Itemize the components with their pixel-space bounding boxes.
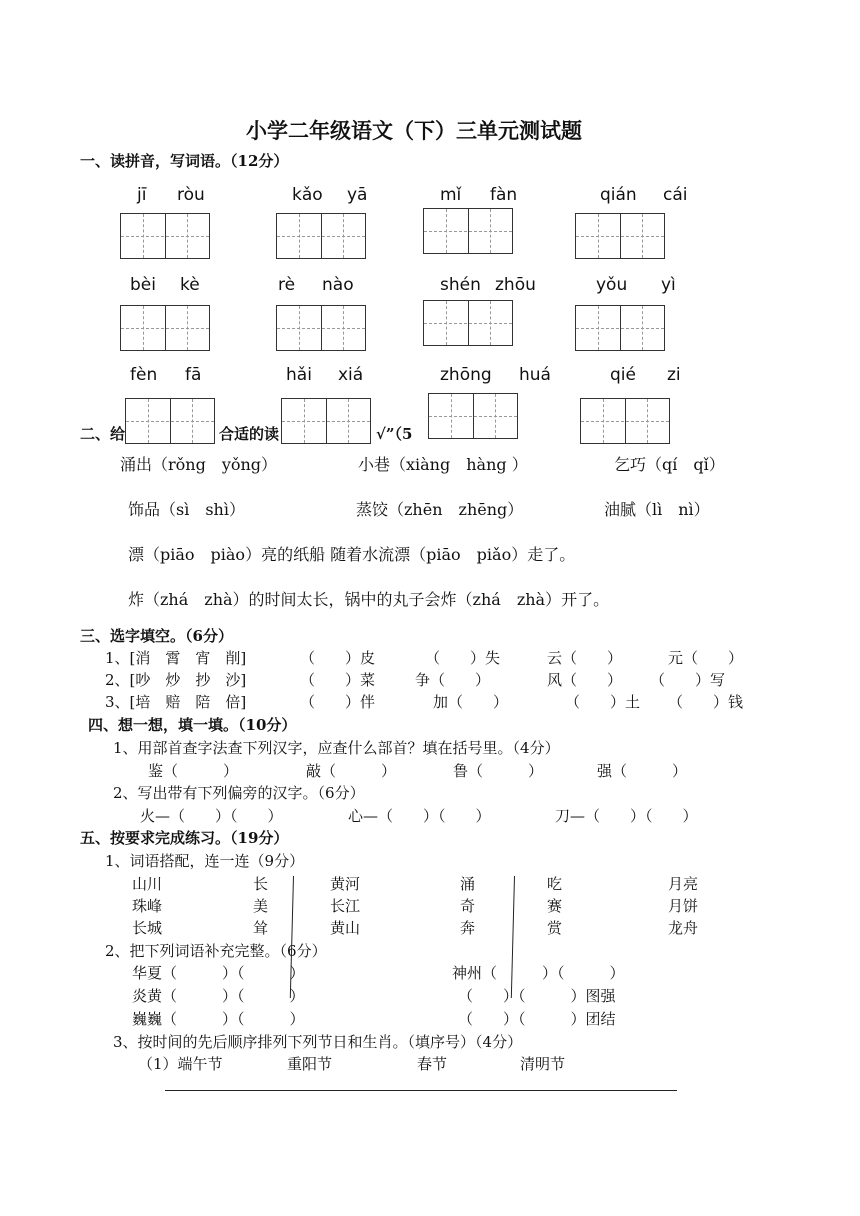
pinyin: ròu	[177, 185, 205, 205]
match-word[interactable]: 月饼	[668, 897, 699, 915]
pinyin: fàn	[490, 185, 518, 205]
fill-blank[interactable]: 风（ ）	[547, 671, 623, 689]
festival-item: 春节	[417, 1055, 448, 1073]
match-word[interactable]: 奔	[460, 919, 476, 937]
pinyin: mǐ	[440, 185, 462, 205]
question-5-1: 1、词语搭配，连一连（9分）	[105, 852, 305, 870]
writing-grid[interactable]	[423, 300, 513, 346]
match-word[interactable]: 涌	[460, 875, 476, 893]
char-group: 3、[培 赔 陪 倍]	[105, 693, 247, 711]
writing-grid[interactable]	[580, 398, 670, 444]
section-2-heading-end: √”（5	[376, 425, 413, 443]
writing-grid[interactable]	[120, 213, 210, 259]
fill-blank[interactable]: 火—（ ）（ ）	[140, 807, 283, 825]
match-word[interactable]: 赛	[547, 897, 563, 915]
pinyin: yì	[661, 275, 676, 295]
section-5-heading: 五、按要求完成练习。（19分）	[80, 829, 289, 847]
writing-grid[interactable]	[575, 305, 665, 351]
char-group: 2、[吵 炒 抄 沙]	[105, 671, 247, 689]
fill-blank[interactable]: 炎黄（ ）（ ）	[132, 987, 305, 1005]
match-word[interactable]: 赏	[547, 919, 563, 937]
section-4-heading: 四、想一想，填一填。（10分）	[88, 716, 297, 734]
match-word[interactable]: 黄河	[330, 875, 361, 893]
match-word[interactable]: 奇	[460, 897, 476, 915]
pinyin: zhōu	[495, 275, 536, 295]
match-word[interactable]: 长江	[330, 897, 361, 915]
pinyin: rè	[278, 275, 296, 295]
page-title: 小学二年级语文（下）三单元测试题	[246, 118, 582, 143]
pinyin: qián	[600, 185, 637, 205]
fill-blank[interactable]: 心—（ ）（ ）	[348, 807, 491, 825]
question-5-2: 2、把下列词语补充完整。（6分）	[105, 942, 327, 960]
pinyin: nào	[322, 275, 354, 295]
pinyin: fā	[185, 365, 202, 385]
question-5-3: 3、按时间的先后顺序排列下列节日和生肖。（填序号）（4分）	[113, 1033, 523, 1051]
fill-blank[interactable]: 争（ ）	[415, 671, 491, 689]
match-word[interactable]: 吃	[547, 875, 563, 893]
reading-choice: 小巷（xiàng hàng ）	[358, 455, 528, 474]
festival-item: （1）端午节	[138, 1055, 223, 1073]
fill-blank[interactable]: （ ）皮	[300, 649, 376, 667]
writing-grid[interactable]	[428, 393, 518, 439]
pinyin: hǎi	[286, 365, 312, 385]
match-word[interactable]: 珠峰	[132, 897, 163, 915]
match-word[interactable]: 龙舟	[668, 919, 699, 937]
answer-line	[165, 1090, 677, 1091]
fill-blank[interactable]: 加（ ）	[433, 693, 509, 711]
fill-blank[interactable]: 云（ ）	[547, 649, 623, 667]
pinyin: zi	[667, 365, 681, 385]
fill-blank[interactable]: （ ）写	[650, 671, 726, 689]
pinyin: yǒu	[596, 275, 628, 295]
section-3-heading: 三、选字填空。（6分）	[80, 627, 233, 645]
section-2-heading-mid: 合适的读	[219, 425, 280, 443]
question-4-2: 2、写出带有下列偏旁的汉字。（6分）	[113, 784, 365, 802]
fill-blank[interactable]: （ ）（ ）团结	[458, 1010, 616, 1028]
match-word[interactable]: 美	[253, 897, 269, 915]
pinyin: xiá	[338, 365, 364, 385]
pinyin: cái	[663, 185, 688, 205]
reading-choice: 油腻（lì nì）	[604, 500, 710, 519]
match-word[interactable]: 山川	[132, 875, 163, 893]
writing-grid[interactable]	[120, 305, 210, 351]
pinyin: huá	[519, 365, 551, 385]
question-4-1: 1、用部首查字法查下列汉字，应查什么部首？填在括号里。（4分）	[113, 739, 560, 757]
fill-blank[interactable]: （ ）土	[565, 693, 641, 711]
fill-blank[interactable]: 刀—（ ）（ ）	[555, 807, 698, 825]
pinyin: bèi	[130, 275, 156, 295]
match-word[interactable]: 月亮	[668, 875, 699, 893]
fill-blank[interactable]: （ ）伴	[300, 693, 376, 711]
fill-blank[interactable]: 华夏（ ）（ ）	[132, 964, 305, 982]
pinyin: jī	[137, 185, 147, 205]
fill-blank[interactable]: （ ）菜	[300, 671, 376, 689]
reading-sentence: 炸（zhá zhà）的时间太长，锅中的丸子会炸（zhá zhà）开了。	[128, 590, 610, 609]
fill-blank[interactable]: 鉴（ ）	[148, 762, 239, 780]
pinyin: yā	[347, 185, 368, 205]
fill-blank[interactable]: 巍巍（ ）（ ）	[132, 1010, 305, 1028]
pinyin: kǎo	[292, 185, 323, 205]
writing-grid[interactable]	[423, 208, 513, 254]
writing-grid[interactable]	[276, 305, 366, 351]
fill-blank[interactable]: 敲（ ）	[306, 762, 397, 780]
match-word[interactable]: 耸	[253, 919, 269, 937]
pinyin: fèn	[130, 365, 158, 385]
fill-blank[interactable]: 元（ ）	[668, 649, 744, 667]
writing-grid[interactable]	[281, 398, 371, 444]
writing-grid[interactable]	[125, 398, 215, 444]
reading-sentence: 漂（piāo piào）亮的纸船 随着水流漂（piāo piǎo）走了。	[128, 545, 576, 564]
fill-blank[interactable]: （ ）失	[425, 649, 501, 667]
match-word[interactable]: 长	[253, 875, 269, 893]
char-group: 1、[消 霄 宵 削]	[105, 649, 247, 667]
pinyin: shén	[440, 275, 481, 295]
fill-blank[interactable]: 神州（ ）（ ）	[452, 964, 625, 982]
fill-blank[interactable]: 强（ ）	[597, 762, 688, 780]
section-2-heading-start: 二、给	[80, 425, 126, 443]
reading-choice: 乞巧（qí qǐ）	[614, 455, 725, 474]
reading-choice: 蒸饺（zhēn zhēng）	[356, 500, 524, 519]
pinyin: zhōng	[440, 365, 492, 385]
fill-blank[interactable]: 鲁（ ）	[453, 762, 544, 780]
festival-item: 清明节	[520, 1055, 566, 1073]
section-1-heading: 一、读拼音，写词语。（12分）	[80, 152, 289, 170]
reading-choice: 饰品（sì shì）	[128, 500, 245, 519]
fill-blank[interactable]: （ ）钱	[668, 693, 744, 711]
pinyin: qié	[610, 365, 636, 385]
festival-item: 重阳节	[287, 1055, 333, 1073]
writing-grid[interactable]	[575, 213, 665, 259]
reading-choice: 涌出（rǒng yǒng）	[120, 455, 278, 474]
writing-grid[interactable]	[276, 213, 366, 259]
fill-blank[interactable]: （ ）（ ）图强	[458, 987, 616, 1005]
match-word[interactable]: 长城	[132, 919, 163, 937]
pinyin: kè	[180, 275, 200, 295]
match-word[interactable]: 黄山	[330, 919, 361, 937]
